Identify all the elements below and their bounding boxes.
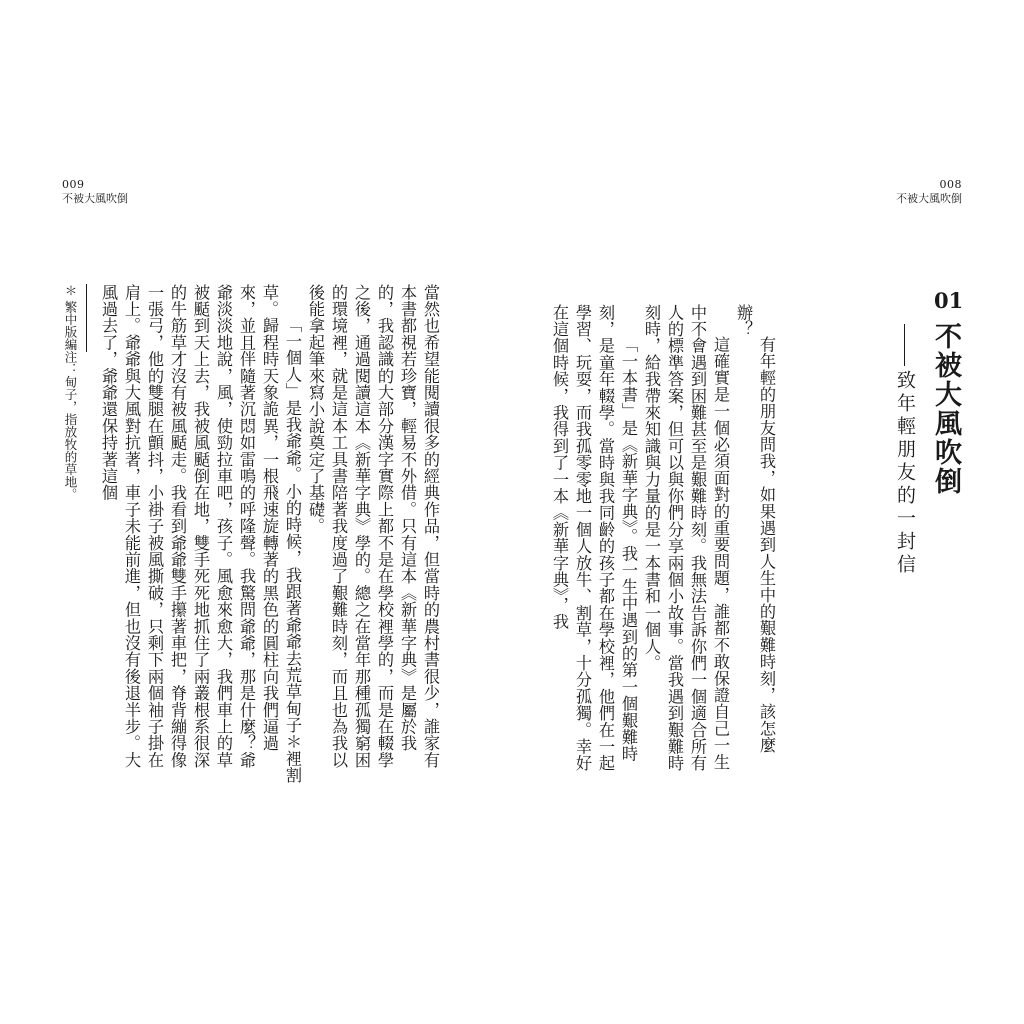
right-paragraph-1: 有年輕的朋友問我，如果遇到人生中的艱難時刻，該怎麼辦？ bbox=[734, 304, 776, 754]
subtitle-dash bbox=[904, 324, 905, 366]
right-running-head: 不被大風吹倒 bbox=[896, 192, 962, 205]
left-running-head: 不被大風吹倒 bbox=[62, 192, 128, 205]
left-page-body bbox=[99, 284, 442, 784]
right-folio bbox=[896, 178, 962, 206]
right-page-number: 008 bbox=[939, 178, 962, 191]
left-folio bbox=[62, 178, 128, 206]
left-paragraph-1: 當然也希望能閱讀很多的經典作品，但當時的農村書很少，誰家有本書都視若珍寶，輕易不外借。只有這本《新華字典》是屬於我的，我認識的大部分漢字實際上都不是在學校裡學的，而是在輟學之後，通過閱讀這本《新華字典》學的。總之在當年那種孤獨窮困的環境裡，就是這本工具書陪著我度過了艱難時刻，而且也為我以後能拿起筆來寫小說奠定了基礎。 bbox=[306, 284, 440, 769]
right-paragraph-3: 「一本書」是《新華字典》。我一生中遇到的第一個艱難時刻，是童年輟學。當時與我同齡的孩子都在學校裡，他們在一起學習、玩耍，而我孤零零地一個人放牛、割草，十分孤獨。幸好在這個時候，我得到了一本《新華字典》，我 bbox=[550, 304, 638, 772]
left-paragraph-2: 「一個人」是我爺爺。小的時候，我跟著爺爺去荒草甸子＊裡割草。歸程時天象詭異，一根飛速旋轉著的黑色的圓柱向我們逼過來，並且伴隨著沉悶如雷鳴的呼隆聲。我驚問爺爺，那是什麼？爺爺淡淡地說，風，使勁拉車吧，孩子。風愈來愈大，我們車上的草被颳到天上去，我被風颳倒在地，雙手死死地抓住了兩叢根系很深的牛筋草才沒有被風颳走。我看到爺爺雙手攥著車把，脊背繃得像一張弓，他的雙腿在顫抖，小褂子被風撕破，只剩下兩個袖子掛在肩上。爺爺與大風對抗著，車子未能前進，但也沒有後退半步。大風過去了，爺爺還保持著這個 bbox=[99, 284, 302, 784]
footnote: ＊ 繁中版編注：甸子，指放牧的草地。 bbox=[63, 284, 78, 501]
chapter-title: 不被大風吹倒 bbox=[930, 322, 961, 496]
chapter-subtitle: 致年輕朋友的一封信 bbox=[894, 370, 916, 577]
right-paragraph-2: 這確實是一個必須面對的重要問題，誰都不敢保證自己一生中不會遇到困難甚至是艱難時刻。我無法告訴你們一個適合所有人的標準答案，但可以與你們分享兩個小故事。當我遇到艱難時刻時，給我帶來知識與力量的是一本書和一個人。 bbox=[642, 304, 730, 772]
footnote-rule bbox=[86, 284, 87, 352]
left-page-number: 009 bbox=[62, 178, 85, 191]
right-page-body bbox=[550, 304, 778, 784]
chapter-number: 01 bbox=[934, 288, 964, 313]
